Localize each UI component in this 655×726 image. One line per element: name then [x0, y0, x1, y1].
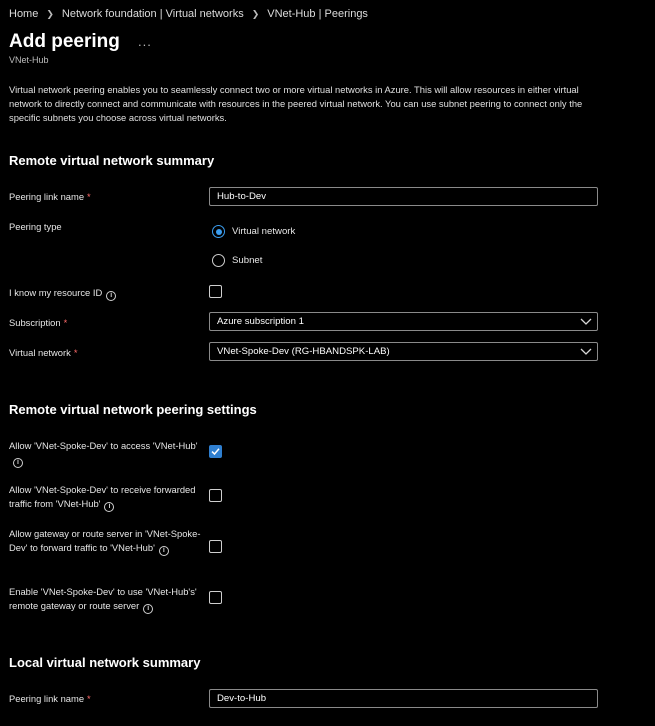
info-icon[interactable]: i — [159, 546, 169, 556]
remote-settings-heading: Remote virtual network peering settings — [9, 402, 257, 417]
page-title: Add peering — [9, 31, 120, 52]
setting-label-forwarded-traffic: Allow 'VNet-Spoke-Dev' to receive forwarded traffic from 'VNet-Hub' i — [9, 484, 196, 510]
chevron-right-icon: ❯ — [46, 8, 54, 19]
page-description: Virtual network peering enables you to seamlessly connect two or more virtual networks in Azure. This will allow resources in either virtual network to directly connect and communicate with resources in the peered virtual network. You can use subnet peering to connect only the specific subnets you choose across virtual networks. — [9, 84, 583, 123]
breadcrumb-home[interactable]: Home — [9, 8, 39, 20]
local-peering-link-input[interactable]: Dev-to-Hub — [209, 689, 598, 708]
page-subtitle: VNet-Hub — [9, 55, 49, 65]
subscription-select[interactable] — [209, 312, 598, 331]
resource-id-checkbox[interactable] — [209, 285, 222, 298]
ellipsis-icon[interactable]: ... — [138, 34, 152, 49]
setting-checkbox-remote-gateway[interactable] — [209, 591, 222, 604]
radio-virtual-network-label: Virtual network — [232, 226, 296, 237]
breadcrumb-peerings[interactable]: VNet-Hub | Peerings — [267, 8, 368, 20]
setting-checkbox-forwarded-traffic[interactable] — [209, 489, 222, 502]
info-icon[interactable]: i — [13, 458, 23, 468]
radio-subnet-label: Subnet — [232, 255, 263, 266]
radio-subnet-indicator[interactable] — [212, 254, 225, 267]
info-icon[interactable]: i — [143, 604, 153, 614]
radio-subnet[interactable] — [212, 254, 262, 267]
chevron-down-icon — [580, 346, 592, 356]
radio-virtual-network-indicator[interactable] — [212, 225, 225, 238]
subscription-value: Azure subscription 1 — [217, 316, 304, 327]
subscription-label: Subscription * — [9, 317, 68, 328]
setting-checkbox-access[interactable] — [209, 445, 222, 458]
breadcrumb-virtual-networks[interactable]: Network foundation | Virtual networks — [61, 8, 244, 20]
breadcrumb — [9, 8, 368, 20]
chevron-down-icon — [580, 316, 592, 326]
local-summary-heading: Local virtual network summary — [9, 655, 201, 670]
checkmark-icon — [211, 447, 220, 456]
setting-label-remote-gateway: Enable 'VNet-Spoke-Dev' to use 'VNet-Hub's' remote gateway or route server i — [9, 586, 197, 612]
local-peering-link-label: Peering link name * — [9, 693, 91, 704]
peering-type-label: Peering type — [9, 221, 62, 232]
resource-id-label: I know my resource ID i — [9, 286, 116, 301]
virtual-network-label: Virtual network * — [9, 347, 78, 358]
info-icon[interactable]: i — [106, 291, 116, 301]
remote-summary-heading: Remote virtual network summary — [9, 153, 215, 168]
virtual-network-value: VNet-Spoke-Dev (RG-HBANDSPK-LAB) — [217, 346, 390, 357]
setting-label-access: Allow 'VNet-Spoke-Dev' to access 'VNet-Hub'i — [9, 440, 198, 466]
radio-virtual-network[interactable] — [212, 225, 295, 238]
chevron-right-icon: ❯ — [251, 8, 260, 19]
setting-label-gateway-forward: Allow gateway or route server in 'VNet-Spoke-Dev' to forward traffic to 'VNet-Hub' i — [9, 528, 201, 554]
peering-link-input[interactable]: Hub-to-Dev — [209, 187, 598, 206]
virtual-network-select[interactable] — [209, 342, 598, 361]
info-icon[interactable]: i — [104, 502, 114, 512]
setting-checkbox-gateway-forward[interactable] — [209, 540, 222, 553]
peering-link-label: Peering link name * — [9, 191, 91, 202]
